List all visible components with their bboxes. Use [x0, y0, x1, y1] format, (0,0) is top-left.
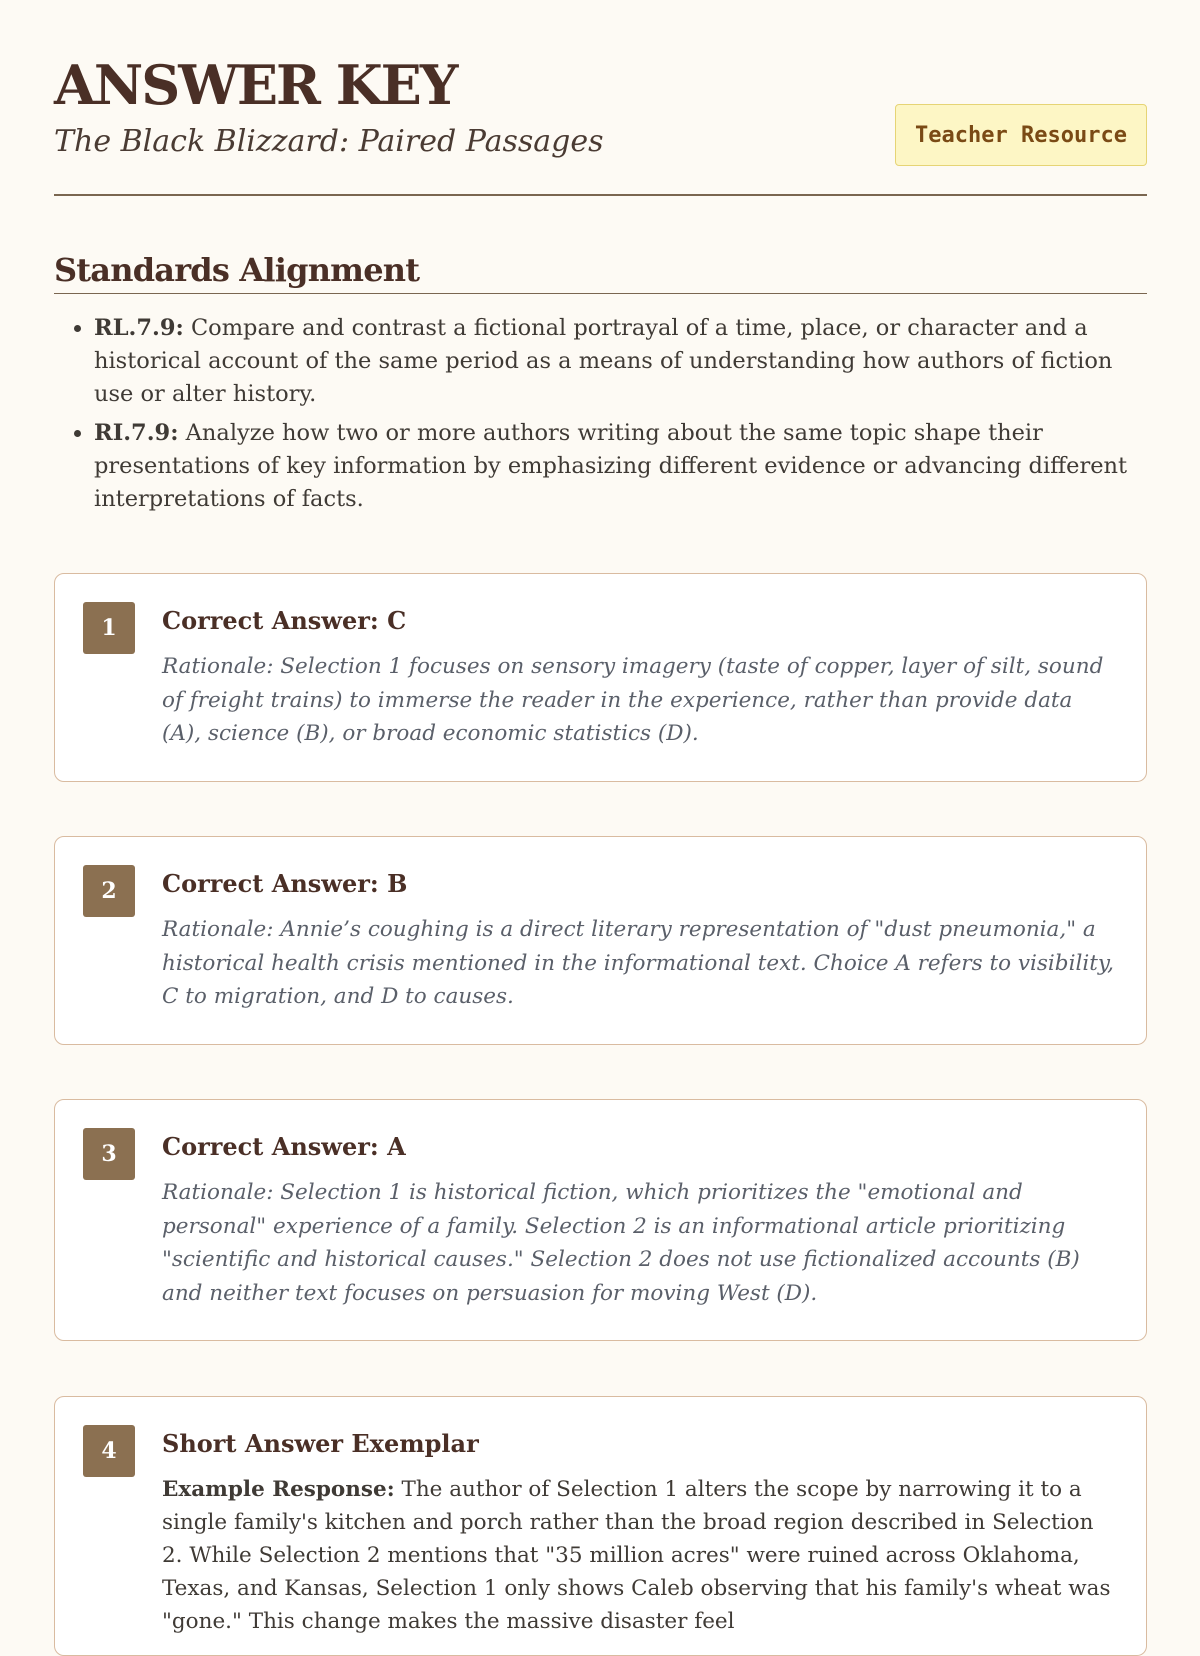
page-header	[54, 0, 1147, 196]
teacher-resource-badge: Teacher Resource	[895, 104, 1147, 166]
standard-text: Analyze how two or more authors writing about the same topic shape their presentations of key information by emphasizing different evidence or advancing different interpretations of facts.	[94, 420, 1128, 512]
standard-item	[94, 312, 1147, 411]
standards-list	[54, 312, 1147, 522]
question-number-badge: 4	[83, 1425, 135, 1477]
answer-card-body	[162, 604, 1114, 751]
correct-answer-title: Correct Answer: B	[162, 869, 408, 898]
question-number-badge: 3	[83, 1128, 135, 1180]
question-number-badge: 2	[83, 865, 135, 917]
correct-answer-title: Correct Answer: A	[162, 1132, 406, 1161]
standard-code: RI.7.9:	[94, 420, 179, 446]
exemplar-title: Short Answer Exemplar	[162, 1429, 479, 1458]
answer-card	[54, 1099, 1147, 1341]
example-response-label: Example Response:	[162, 1477, 395, 1502]
rationale-text: Rationale: Selection 1 focuses on sensory imagery (taste of copper, layer of silt, sound of freight trains) to immerse the reader in the experience, rather than provide data (A), science (B), or broad economic statistics (D).	[162, 654, 1104, 746]
question-number-badge: 1	[83, 602, 135, 654]
answer-card-body	[162, 1130, 1114, 1310]
standards-heading: Standards Alignment	[54, 252, 1147, 294]
standard-item	[94, 417, 1147, 516]
example-response-body: The author of Selection 1 alters the scope by narrowing it to a single family's kitchen and porch rather than the broad region described in Selection 2. While Selection 2 mentions that "35 million acres" were ruined across Oklahoma, Texas, and Kansas, Selection 1 only shows Caleb observing that his family's wheat was "gone." This change makes the massive disaster feel	[162, 1477, 1111, 1634]
standard-text: Compare and contrast a fictional portrayal of a time, place, or character and a historical account of the same period as a means of understanding how authors of fiction use or alter history.	[94, 315, 1113, 407]
exemplar-card-body	[162, 1427, 1114, 1638]
rationale-text: Rationale: Annie’s coughing is a direct literary representation of "dust pneumonia," a historical health crisis mentioned in the informational text. Choice A refers to visibility, C to migration, and D to causes.	[162, 917, 1114, 1009]
answer-card-body	[162, 867, 1114, 1014]
example-response-text	[162, 1473, 1114, 1638]
page-title: ANSWER KEY	[54, 53, 457, 117]
exemplar-card	[54, 1396, 1147, 1656]
page-subtitle: The Black Blizzard: Paired Passages	[54, 124, 604, 159]
answer-card	[54, 836, 1147, 1045]
answer-key-page	[54, 0, 1147, 1634]
standard-code: RL.7.9:	[94, 315, 184, 341]
correct-answer-title: Correct Answer: C	[162, 606, 407, 635]
answer-card	[54, 573, 1147, 782]
rationale-text: Rationale: Selection 1 is historical fiction, which prioritizes the "emotional and personal" experience of a family. Selection 2 is an informational article prioritizing "scientific and historical causes." Selection 2 does not use fictionalized accounts (B) and neither text focuses on persuasion for moving West (D).	[162, 1180, 1080, 1306]
